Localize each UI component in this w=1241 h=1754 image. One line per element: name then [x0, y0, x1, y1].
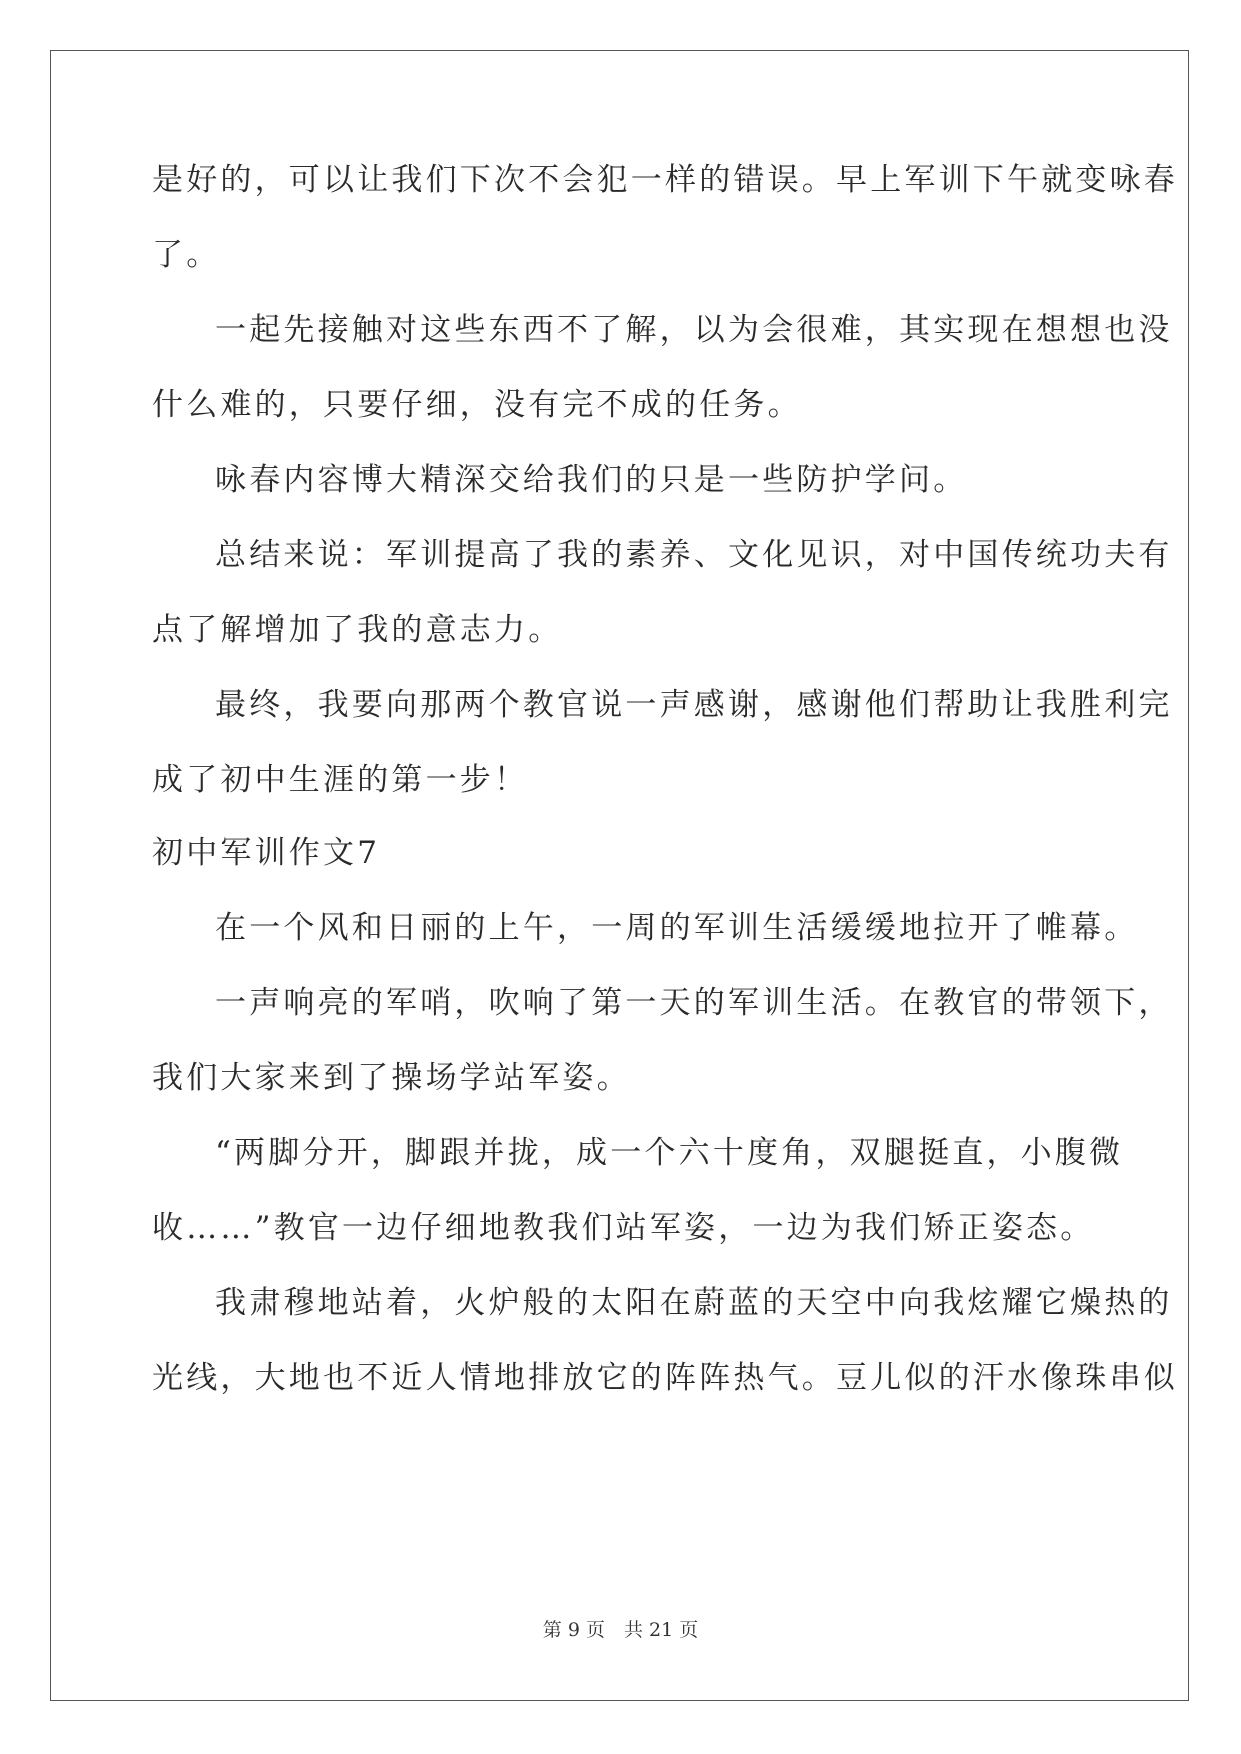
page-border [50, 50, 1189, 1701]
text-line-5: 咏春内容博大精深交给我们的只是一些防护学问。 [215, 462, 968, 498]
text-line-16: 我肃穆地站着，火炉般的太阳在蔚蓝的天空中向我炫耀它燥热的 [215, 1285, 1173, 1321]
text-line-12: 一声响亮的军哨，吹响了第一天的军训生活。在教官的带领下， [215, 985, 1173, 1021]
text-line-11: 在一个风和日丽的上午，一周的军训生活缓缓地拉开了帷幕。 [215, 910, 1139, 946]
text-line-7: 点了解增加了我的意志力。 [152, 612, 563, 648]
text-line-8: 最终，我要向那两个教官说一声感谢，感谢他们帮助让我胜利完 [215, 687, 1173, 723]
text-line-17: 光线，大地也不近人情地排放它的阵阵热气。豆儿似的汗水像珠串似 [152, 1360, 1178, 1396]
text-line-3: 一起先接触对这些东西不了解，以为会很难，其实现在想想也没 [215, 312, 1173, 348]
page-footer [0, 1615, 1241, 1642]
text-line-13: 我们大家来到了操场学站军姿。 [152, 1060, 631, 1096]
section-heading: 初中军训作文7 [152, 835, 381, 871]
page-number-label: 第 9 页 共 21 页 [542, 1619, 699, 1641]
text-line-6: 总结来说：军训提高了我的素养、文化见识，对中国传统功夫有 [215, 537, 1173, 573]
text-line-1: 是好的，可以让我们下次不会犯一样的错误。早上军训下午就变咏春 [152, 162, 1178, 198]
text-line-2: 了。 [152, 237, 221, 273]
text-line-9: 成了初中生涯的第一步！ [152, 762, 529, 798]
text-line-4: 什么难的，只要仔细，没有完不成的任务。 [152, 387, 802, 423]
text-line-15: 收……”教官一边仔细地教我们站军姿，一边为我们矫正姿态。 [152, 1210, 1095, 1246]
text-line-14: “两脚分开，脚跟并拢，成一个六十度角，双腿挺直，小腹微 [215, 1135, 1124, 1171]
